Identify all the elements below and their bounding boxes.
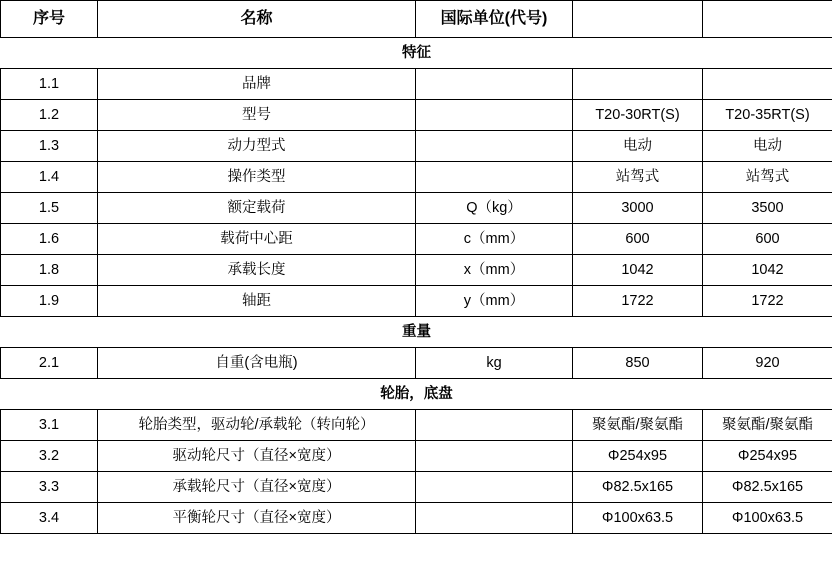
table-row — [1, 286, 832, 317]
cell-name: 承载长度 — [98, 255, 416, 286]
section-row-weight — [1, 317, 832, 348]
cell-no: 1.1 — [1, 69, 98, 100]
cell-no: 3.3 — [1, 472, 98, 503]
cell-unit — [416, 410, 573, 441]
cell-name: 额定载荷 — [98, 193, 416, 224]
cell-no: 1.8 — [1, 255, 98, 286]
cell-unit — [416, 503, 573, 534]
table-row — [1, 348, 832, 379]
cell-value-2: 电动 — [703, 131, 832, 162]
table-row — [1, 100, 832, 131]
cell-value-2: Φ82.5x165 — [703, 472, 832, 503]
cell-value-1 — [573, 69, 703, 100]
cell-value-1: 3000 — [573, 193, 703, 224]
table-header-row — [1, 1, 832, 38]
cell-value-1: 1722 — [573, 286, 703, 317]
cell-name: 驱动轮尺寸（直径×宽度） — [98, 441, 416, 472]
header-cell-unit: 国际单位(代号) — [416, 1, 573, 38]
cell-unit — [416, 472, 573, 503]
cell-value-1: 600 — [573, 224, 703, 255]
cell-name: 载荷中心距 — [98, 224, 416, 255]
cell-value-2: 1042 — [703, 255, 832, 286]
cell-name: 轴距 — [98, 286, 416, 317]
cell-unit — [416, 131, 573, 162]
cell-value-2: 聚氨酯/聚氨酯 — [703, 410, 832, 441]
header-cell-name: 名称 — [98, 1, 416, 38]
cell-unit — [416, 162, 573, 193]
cell-value-2: 600 — [703, 224, 832, 255]
cell-name: 承载轮尺寸（直径×宽度） — [98, 472, 416, 503]
cell-value-1: 聚氨酯/聚氨酯 — [573, 410, 703, 441]
cell-no: 3.2 — [1, 441, 98, 472]
cell-no: 1.5 — [1, 193, 98, 224]
cell-name: 操作类型 — [98, 162, 416, 193]
cell-no: 3.4 — [1, 503, 98, 534]
cell-no: 3.1 — [1, 410, 98, 441]
section-row-tires-chassis — [1, 379, 832, 410]
table-row — [1, 441, 832, 472]
table-row — [1, 410, 832, 441]
cell-value-1: 站驾式 — [573, 162, 703, 193]
table-row — [1, 503, 832, 534]
cell-no: 1.4 — [1, 162, 98, 193]
cell-unit: c（mm） — [416, 224, 573, 255]
table-row — [1, 193, 832, 224]
cell-no: 1.3 — [1, 131, 98, 162]
cell-unit — [416, 69, 573, 100]
cell-unit: Q（kg） — [416, 193, 573, 224]
header-cell-no: 序号 — [1, 1, 98, 38]
cell-unit: y（mm） — [416, 286, 573, 317]
cell-value-2: Φ254x95 — [703, 441, 832, 472]
cell-value-2: 3500 — [703, 193, 832, 224]
cell-value-1: T20-30RT(S) — [573, 100, 703, 131]
cell-value-2: 920 — [703, 348, 832, 379]
cell-value-1: 1042 — [573, 255, 703, 286]
cell-value-1: Φ100x63.5 — [573, 503, 703, 534]
header-cell-model-2 — [703, 1, 832, 38]
cell-value-2 — [703, 69, 832, 100]
cell-value-1: Φ254x95 — [573, 441, 703, 472]
section-label-features: 特征 — [402, 44, 431, 61]
cell-name: 自重(含电瓶) — [98, 348, 416, 379]
cell-no: 1.9 — [1, 286, 98, 317]
cell-name: 品牌 — [98, 69, 416, 100]
cell-no: 1.2 — [1, 100, 98, 131]
cell-value-2: 站驾式 — [703, 162, 832, 193]
cell-unit: kg — [416, 348, 573, 379]
cell-unit — [416, 100, 573, 131]
table-row — [1, 131, 832, 162]
cell-name: 轮胎类型，驱动轮/承载轮（转向轮） — [98, 410, 416, 441]
cell-no: 2.1 — [1, 348, 98, 379]
cell-name: 平衡轮尺寸（直径×宽度） — [98, 503, 416, 534]
table-row — [1, 69, 832, 100]
cell-value-1: Φ82.5x165 — [573, 472, 703, 503]
table-row — [1, 255, 832, 286]
table-row — [1, 472, 832, 503]
cell-no: 1.6 — [1, 224, 98, 255]
cell-name: 型号 — [98, 100, 416, 131]
table-row — [1, 162, 832, 193]
section-label-weight: 重量 — [402, 323, 431, 340]
header-cell-model-1 — [573, 1, 703, 38]
cell-unit — [416, 441, 573, 472]
section-row-features — [1, 38, 832, 69]
cell-value-1: 电动 — [573, 131, 703, 162]
table-row — [1, 224, 832, 255]
cell-value-1: 850 — [573, 348, 703, 379]
cell-name: 动力型式 — [98, 131, 416, 162]
section-label-tires-chassis: 轮胎，底盘 — [380, 385, 453, 402]
cell-value-2: T20-35RT(S) — [703, 100, 832, 131]
cell-value-2: Φ100x63.5 — [703, 503, 832, 534]
cell-value-2: 1722 — [703, 286, 832, 317]
cell-unit: x（mm） — [416, 255, 573, 286]
